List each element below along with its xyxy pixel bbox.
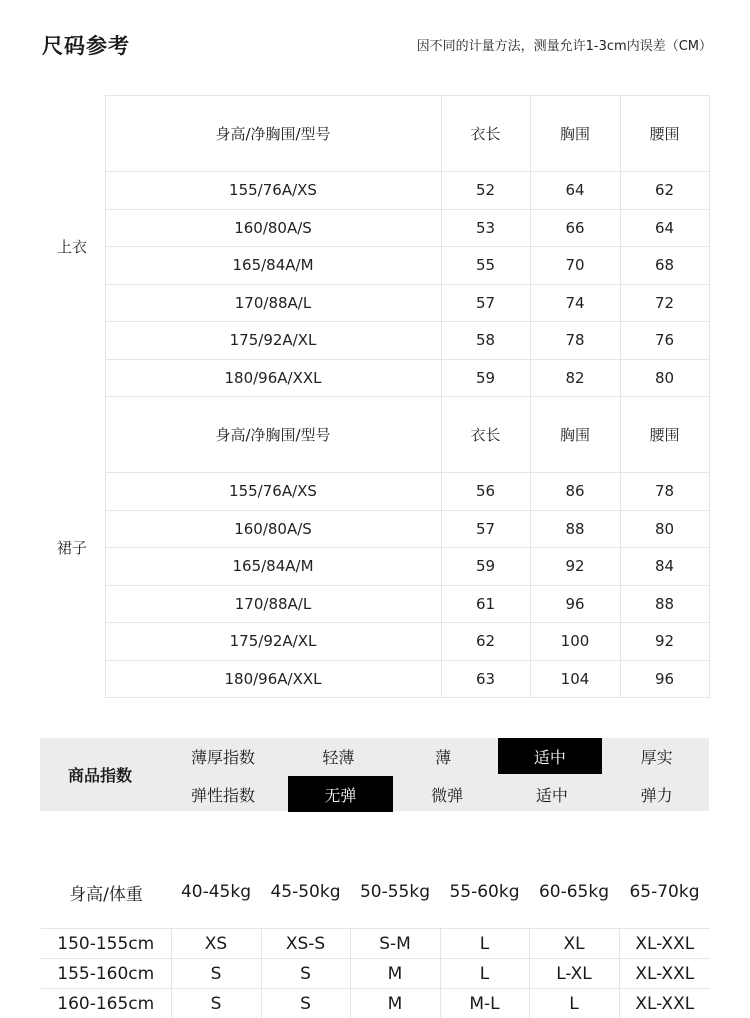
table-cell: 96 [530,585,620,623]
table-cell: 72 [620,284,709,322]
index-option: 适中 [500,776,605,812]
table-cell: L [440,929,529,959]
table-cell: 64 [620,209,709,247]
table-cell: XL-XXL [619,989,710,1018]
table-cell: 86 [530,473,620,511]
table-row [41,623,709,661]
table-cell: 62 [620,172,709,210]
elasticity-index-row [160,776,709,812]
index-option: 轻薄 [286,738,391,774]
table-row [41,172,709,210]
table-cell: M [350,959,440,989]
measurement-note: 因不同的计量方法，测量允许1-3cm内误差（CM） [417,35,712,54]
column-header: 60-65kg [529,862,619,922]
table-cell: 74 [530,284,620,322]
weight-size-table [41,862,710,1018]
index-name: 弹性指数 [160,776,286,812]
table-cell: 56 [441,473,530,511]
table-cell: 180/96A/XXL [105,660,441,698]
table-row [41,660,709,698]
table-cell: 57 [441,510,530,548]
table-cell: 160-165cm [41,989,171,1018]
table-row [41,548,709,586]
thickness-index-row [160,738,709,774]
column-header: 胸围 [530,397,620,473]
table-cell: S-M [350,929,440,959]
table-cell: 96 [620,660,709,698]
table-cell: L [529,989,619,1018]
category-label: 裙子 [41,397,105,698]
product-index-panel [40,738,709,811]
table-cell: 58 [441,322,530,360]
index-option-selected: 适中 [498,738,603,774]
table-cell: 64 [530,172,620,210]
table-cell: 88 [530,510,620,548]
table-cell: 165/84A/M [105,247,441,285]
column-header: 身高/体重 [41,862,171,922]
category-label: 上衣 [41,96,105,397]
index-option-selected: 无弹 [288,776,393,812]
table-header-row [41,397,709,473]
table-cell: 155-160cm [41,959,171,989]
table-row [41,247,709,285]
table-cell: 82 [530,359,620,397]
table-cell: XS [171,929,261,959]
table-cell: 165/84A/M [105,548,441,586]
table-cell: XS-S [261,929,350,959]
table-row [41,473,709,511]
table-cell: 155/76A/XS [105,473,441,511]
column-header: 45-50kg [261,862,350,922]
table-cell: 62 [441,623,530,661]
table-cell: 68 [620,247,709,285]
table-row [41,959,710,989]
table-cell: 59 [441,548,530,586]
column-header: 衣长 [441,96,530,172]
table-cell: 78 [530,322,620,360]
table-cell: 70 [530,247,620,285]
table-header-row [41,96,709,172]
size-table-skirt [41,396,710,698]
index-option: 厚实 [604,738,709,774]
table-cell: L-XL [529,959,619,989]
table-cell: 104 [530,660,620,698]
table-row [41,585,709,623]
index-option: 弹力 [604,776,709,812]
table-cell: 80 [620,510,709,548]
table-cell: 66 [530,209,620,247]
table-cell: 80 [620,359,709,397]
table-cell: 63 [441,660,530,698]
table-cell: 92 [620,623,709,661]
index-name: 薄厚指数 [160,738,286,774]
table-cell: XL-XXL [619,929,710,959]
table-cell: 53 [441,209,530,247]
table-row [41,989,710,1018]
table-cell: 100 [530,623,620,661]
table-cell: 57 [441,284,530,322]
column-header: 55-60kg [440,862,529,922]
table-row [41,359,709,397]
index-option: 薄 [391,738,496,774]
table-row [41,510,709,548]
table-cell: S [261,989,350,1018]
column-header: 衣长 [441,397,530,473]
table-row [41,284,709,322]
column-header: 腰围 [620,96,709,172]
table-cell: M-L [440,989,529,1018]
table-cell: S [261,959,350,989]
table-row [41,929,710,959]
column-header: 50-55kg [350,862,440,922]
page-title: 尺码参考 [42,30,130,60]
table-cell: 76 [620,322,709,360]
table-cell: XL [529,929,619,959]
table-cell: S [171,989,261,1018]
column-header: 身高/净胸围/型号 [105,397,441,473]
table-cell: 170/88A/L [105,284,441,322]
table-cell: S [171,959,261,989]
table-cell: 78 [620,473,709,511]
table-cell: 92 [530,548,620,586]
weight-header-row [41,862,710,922]
table-cell: 52 [441,172,530,210]
table-cell: 175/92A/XL [105,623,441,661]
table-cell: 61 [441,585,530,623]
table-cell: 88 [620,585,709,623]
table-cell: XL-XXL [619,959,710,989]
table-row [41,322,709,360]
table-cell: 160/80A/S [105,209,441,247]
table-cell: 55 [441,247,530,285]
table-cell: 180/96A/XXL [105,359,441,397]
table-cell: 160/80A/S [105,510,441,548]
index-option: 微弹 [395,776,500,812]
table-cell: 59 [441,359,530,397]
column-header: 40-45kg [171,862,261,922]
table-row [41,209,709,247]
column-header: 胸围 [530,96,620,172]
table-cell: 170/88A/L [105,585,441,623]
column-header: 身高/净胸围/型号 [105,96,441,172]
table-cell: 155/76A/XS [105,172,441,210]
size-table-top [41,95,710,397]
column-header: 65-70kg [619,862,710,922]
table-cell: 150-155cm [41,929,171,959]
table-cell: M [350,989,440,1018]
column-header: 腰围 [620,397,709,473]
product-index-label: 商品指数 [40,738,160,811]
table-cell: L [440,959,529,989]
table-cell: 84 [620,548,709,586]
table-cell: 175/92A/XL [105,322,441,360]
